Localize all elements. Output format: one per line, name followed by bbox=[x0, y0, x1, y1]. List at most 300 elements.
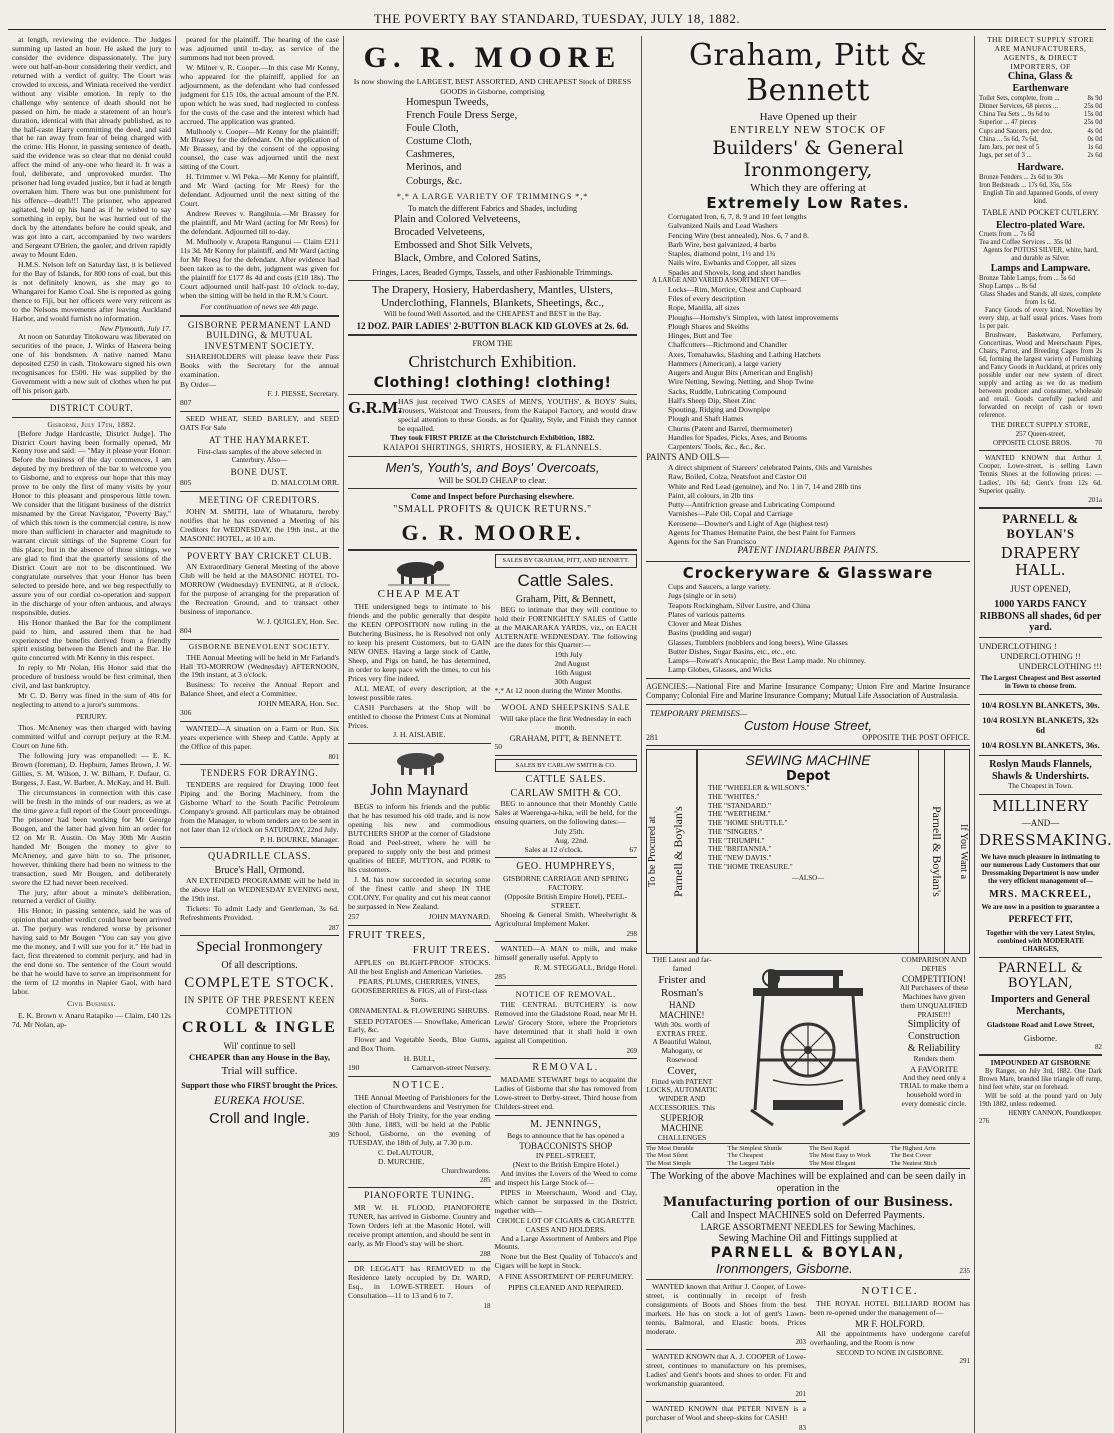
ad-sub: English Tin and Japanned Goods, of every kind. bbox=[982, 190, 1099, 206]
ad-signature: Churchwardens. bbox=[441, 1165, 491, 1175]
price-label: China ... 5s 6d, 7s 6d, bbox=[979, 135, 1038, 143]
col4-bottom bbox=[646, 1283, 970, 1432]
ad-signature: THE DIRECT SUPPLY STORE, bbox=[990, 420, 1091, 430]
article-paragraph: Andrew Reeves v. Rangihuia.—Mr Brassey for the plaintiff, and Mr Ward (acting for Mr Rees) for the defendant. Adjourned till to-day. bbox=[180, 209, 339, 237]
article-paragraph: M. Mulhooly v. Arapeta Rangunui — Claim £211 11s 3d. Mr Kenny for plaintiff, and Mr Ward (acting for Mr Rees) for the defendant. After evidence had been taken as to the debt, judgment was given for the plaintiff for £177 8s 4d and costs (£10 18s). The Court adjourned until half-past 10 o'clock to-day, when the sitting will be held in the R.M.'s Court. bbox=[180, 236, 339, 300]
ad-sub: THE Latest and far-famed bbox=[652, 955, 712, 974]
feature-item: The Most Durable bbox=[646, 1144, 694, 1152]
ad-sub: With 30s. worth of EXTRAS FREE. bbox=[654, 1019, 710, 1038]
ad-sub: Tea and Coffee Services ... 35s 0d bbox=[979, 239, 1072, 247]
goods-item: Coburgs, &c. bbox=[406, 175, 463, 187]
ad-sub: First-class samples of the above selected in Canterbury. Also— bbox=[197, 447, 322, 465]
price-value: 25s 0d bbox=[1084, 103, 1102, 111]
ad-quadrille-class bbox=[180, 851, 339, 932]
ad-heading: A FAVORITE bbox=[909, 1063, 959, 1074]
stock-item: Hall's Sheep Dip, Sheet Zinc bbox=[668, 395, 756, 405]
stock-item: Axes, Tomahawks, Slashing and Lathing Hatchets bbox=[668, 349, 821, 359]
ad-sub: Bruce's Hall, Ormond. bbox=[214, 865, 305, 877]
ad-heading: Men's, Youth's, and Boys' Overcoats, bbox=[385, 459, 600, 475]
vertical-line: If You Want a bbox=[958, 824, 969, 880]
stock-item: Lamps—Rowatt's Anucapnic, the Best Lamp made. No chimney. bbox=[668, 656, 866, 666]
ad-sub: Cruets from ... 7s 6d bbox=[979, 231, 1035, 239]
ad-number: 298 bbox=[626, 929, 637, 938]
article-paragraph: At noon on Saturday Titokowaru was liberated on securities of the peace, J. Winks of Hawera being one of his bondsmen. A native named Manu deposited £250 in cash. Titokowaru signed his own recognisances for £500. He was supplied by the Government with a new suit of clothes when he put off his prison garb. bbox=[12, 332, 171, 396]
stock-item: Galvanized Nails and Lead Washers bbox=[668, 221, 778, 231]
price-value: 25s 0d bbox=[1084, 119, 1102, 127]
ad-body: Fancy Goods of every kind. Novelties by every ship, at half usual prices. Vases from 1s per pair. bbox=[979, 307, 1102, 331]
article-paragraph: Mulhooly v. Cooper—Mr Kenny for the plaintiff; Mr Brassey for the defendant. On the application of Mr Brassey, and by the consent of the opposing counsel, the case was adjourned until the next sitting of the Court. bbox=[180, 126, 339, 172]
divider bbox=[979, 794, 1102, 795]
ad-heading: CHEAP MEAT bbox=[377, 588, 461, 601]
ad-sub: IN PEEL-STREET, bbox=[535, 1150, 596, 1160]
date-list bbox=[495, 828, 638, 846]
ad-heading: MRS. MACKREEL, bbox=[989, 888, 1092, 900]
divider bbox=[979, 755, 1102, 756]
article-paragraph: The following jury was empanelled: — E. K. Brown (foreman), D. Hepburn, James Brown, J. W. Gillies, S. M. Wilson, J. W. Bilham, F. Dufaur, G. Burgess, J. East, W. Barber, A. McKay, and H. Bull. bbox=[12, 751, 171, 788]
divider bbox=[348, 456, 637, 457]
divider bbox=[495, 941, 638, 942]
ad-number: 190 bbox=[348, 1063, 360, 1073]
ad-sub: UNDERCLOTHING ! bbox=[979, 641, 1057, 652]
ad-sub: Trial will suffice. bbox=[221, 1064, 298, 1077]
ad-sub: A LARGE AND VARIED ASSORTMENT OF— bbox=[652, 276, 787, 284]
article-paragraph: The jury, after about a minute's deliberation, returned a verdict of Guilty. bbox=[12, 887, 171, 906]
stock-item: Handles for Spades, Picks, Axes, and Brooms bbox=[668, 432, 807, 442]
ad-order: By Order— bbox=[180, 380, 217, 390]
ad-number: 70 bbox=[1095, 438, 1102, 447]
stock-item: Glasses, Tumblers (nobblers and long beers), Wine Glasses bbox=[668, 637, 848, 647]
date-item: July 25th. bbox=[554, 826, 585, 836]
divider bbox=[180, 491, 339, 492]
ad-heading: China, Glass & Earthenware bbox=[1007, 71, 1074, 95]
stock-item: Barb Wire, best galvanized, 4 barbs bbox=[668, 239, 777, 249]
dateline: New Plymouth, July 17. bbox=[99, 323, 171, 333]
blanket-price: 10/4 ROSLYN BLANKETS, 32s 6d bbox=[982, 714, 1099, 735]
ad-sub: (Opposite British Empire Hotel), PEEL-STREET. bbox=[504, 892, 628, 911]
divider bbox=[646, 561, 970, 562]
ad-sub: UNDERCLOTHING !! bbox=[1000, 651, 1081, 662]
ad-heading: Clothing! clothing! clothing! bbox=[373, 374, 612, 391]
goods-item: Costume Cloth, bbox=[406, 136, 472, 148]
ad-heading: HAND MACHINE! bbox=[659, 999, 705, 1021]
ad-sub: Agents for POTOSI SILVER, white, hard, and durable as Silver. bbox=[983, 247, 1098, 263]
ad-body: CASH Purchasers at the Shop will be entitled to choose the Primest Cuts at Nominal Prices. bbox=[348, 702, 491, 730]
ad-body: AN Extraordinary General Meeting of the above Club will be held at the MASONIC HOTEL TO-MORROW (Wednesday) EVENING, at 8 o'clock, for the purpose of arranging for the preparation of the Recreation Ground, and to transact other business of importance. bbox=[180, 562, 339, 616]
divider bbox=[348, 394, 637, 395]
price-label: Jam Jars, per nest of 5 bbox=[979, 143, 1040, 151]
divider bbox=[495, 985, 638, 986]
ad-sub: To match the different Fabrics and Shades, including bbox=[407, 203, 578, 213]
stock-item: Corrugated Iron, 6, 7, 8, 9 and 10 feet lengths bbox=[668, 212, 807, 222]
ad-heading: Croll and Ingle. bbox=[209, 1110, 310, 1128]
stock-item: Agents for the San Francisco bbox=[668, 537, 757, 547]
ad-heading: Lamps and Lampware. bbox=[990, 263, 1091, 275]
ad-body: Business: To receive the Annual Report and Balance Sheet, and elect a Committee. bbox=[180, 680, 339, 699]
ad-sub: 1000 YARDS FANCY RIBBONS all shades, 6d per yard. bbox=[979, 598, 1102, 634]
item-list bbox=[646, 285, 970, 452]
vertical-line: To be Procured at bbox=[647, 816, 658, 888]
ad-sub: *,* A LARGE VARIETY OF TRIMMINGS *,* bbox=[396, 190, 589, 201]
ad-heading: SUPERIOR MACHINE bbox=[660, 1112, 704, 1134]
ad-number: 276 bbox=[979, 1117, 990, 1125]
goods-list bbox=[348, 96, 637, 188]
ad-gr-moore bbox=[348, 40, 637, 546]
ad-heading: REMOVAL. bbox=[532, 1061, 600, 1073]
ad-heading: IMPOUNDED AT GISBORNE bbox=[990, 1057, 1091, 1067]
ad-heading: PIANOFORTE TUNING. bbox=[364, 1190, 475, 1201]
blanket-price: 10/4 ROSLYN BLANKETS, 36s. bbox=[981, 739, 1100, 750]
ad-heading: Construction bbox=[908, 1031, 960, 1043]
price-row bbox=[979, 152, 1102, 160]
machine-item: THE "WHITES." bbox=[708, 791, 760, 801]
ad-sub: Sewing Machine Oil and Fittings supplied at bbox=[718, 1232, 898, 1244]
article-paragraph: His Honor, in passing sentence, said he was of opinion that another verdict could have been arrived at. The perjury was rendered worse by prisoner having said to Mr Bougen "You can say you give me the money, and I will sue you for it." He had in fact, first threatened to commit perjury, and had in the end done so. The sentence of the Court would be that he would have to serve an imprisonment for the term of 12 months in Napier Gaol, with hard labor. bbox=[12, 906, 171, 997]
ad-body: TENDERS are required for Draying 1000 feet Piping and the Boring Machinery, from the Gisborne Wharf to the South Pacific Petroleum Company's ground. All particulars may be obtained from the Manager, to whom tenders are to be sent in not later than 12 o'clock on SATURDAY, 22nd July. bbox=[180, 779, 339, 834]
ad-sub: We are now in a position to guarantee a bbox=[981, 903, 1100, 912]
stock-item: Fencing Wire (best annealed), Nos. 6, 7 and 8. bbox=[668, 230, 809, 240]
ad-heading: COMPETITION! bbox=[902, 973, 966, 984]
article-paragraph: [Before Judge Hardcastle, District Judge]. The District Court having been formally opened, Mr Kenny rose and said: — "May it please your Honor: Before the business of the day commences, I am deputed by my brethren of the bar to welcome you to Gisborne, and to express our hope that this may prove to be only the first of many visits by your Honor to this pleasant and prosperous little town. We consider that the litigant business of the district misnamed by the Great Navigator, "Poverty Bay," of which this town is the commercial centre, is now more than sufficient in character and magnitude to warrant circuit sittings of the Supreme Court for this place; but in the absence of those sittings, we are glad to find that the quarterly sessions of the District Court are not to be discontinued. We congratulate ourselves that your Honor has been selected to preside here, and we beg respectfully to assure you of our cordial co-operation and support in the discharge of your often arduous, and always responsible, duties. bbox=[12, 428, 171, 617]
stock-item: Hammers (American), a large variety bbox=[668, 358, 782, 368]
divider bbox=[348, 334, 637, 336]
machine-item: THE "BRITANNIA." bbox=[708, 844, 772, 854]
stock-item: Ploughs—Hornsby's Simplex, with latest improvements bbox=[668, 312, 839, 322]
ad-address: Carnarvon-street Nursery. bbox=[411, 1063, 491, 1073]
divider bbox=[12, 399, 171, 400]
ad-heading: THE DIRECT SUPPLY STORE ARE MANUFACTURERS, AGENTS, & DIRECT IMPORTERS, OF bbox=[987, 35, 1094, 71]
ad-sub: Call and Inspect MACHINES sold on Deferred Payments. bbox=[691, 1210, 925, 1222]
date-item: 19th July bbox=[554, 650, 583, 660]
ad-number: 805 bbox=[180, 478, 192, 488]
ad-body: WANTED KNOWN that PETER NIVEN is a purchaser of Wool and sheep-skins for CASH! bbox=[646, 1404, 806, 1423]
ad-heading: FRUIT TREES, bbox=[348, 928, 426, 941]
column-1-news bbox=[8, 36, 176, 1433]
ad-heading: EUREKA HOUSE. bbox=[213, 1093, 306, 1108]
divider bbox=[979, 694, 1102, 695]
sewing-left bbox=[646, 956, 718, 1142]
continuation-note: For continuation of news see 4th page. bbox=[200, 301, 319, 311]
divider bbox=[348, 925, 491, 926]
ad-body: SEED POTATOES — Snowflake, American Early, &c. bbox=[348, 1016, 491, 1035]
ad-address: OPPOSITE CLOSE BROS. bbox=[993, 438, 1072, 447]
feature-item: The Best Rapid bbox=[809, 1144, 850, 1152]
goods-item: Homespun Tweeds, bbox=[406, 96, 489, 108]
ad-number: 257 bbox=[348, 911, 360, 921]
ad-sub: Of all descriptions. bbox=[221, 959, 298, 971]
divider bbox=[646, 1401, 806, 1402]
ad-sub: The Cheapest in Town. bbox=[1008, 782, 1073, 791]
stock-item: Locks—Rim, Mortice, Chest and Cupboard bbox=[668, 284, 801, 294]
ad-tenders-draying bbox=[180, 768, 339, 844]
ad-signature: D. MALCOLM ORR. bbox=[271, 478, 339, 488]
sewing-inner bbox=[697, 750, 919, 953]
ad-sub: 12 DOZ. PAIR LADIES' 2-BUTTON BLACK KID GLOVES at 2s. 6d. bbox=[356, 320, 629, 331]
article-paragraph: at length, reviewing the evidence. The Judges summing up lasted an hour. He asked the jury to consider the evidence dispassionately. The jury were out half-an-hour considering their verdict, and returned with a verdict of guilty. The Court was crowded to excess, and Winiata received the verdict without any visible emotion. In reply to the challenge why sentence of death should not be passed on him, he made a statement of an hour's duration, identical with that already published, as to the half-caste Harry committing the deed, and said that he ran away from fear of being charged with the crime. His Honor, in passing sentence of death, said the evidence was so clear that no denial could affect the mind of any-one who heard it. It was a foul, deliberate, and unprovoked murder. The prisoner had long evaded justice, but it had at length overtaken him. There was but one punishment for his offence—death!!! The prisoner, who appeared agitated, held up his hand as if he wished to say something in reply, but he was hurried out of the dock by the attendants before he could speak, and was got into a cart, accompanied by two warders and Sergeant O'Brien, the gaoler, and driven rapidly away to Mount Eden. bbox=[12, 35, 172, 259]
ad-body: SEED WHEAT, SEED BARLEY, and SEED OATS For Sale bbox=[180, 414, 339, 432]
price-row bbox=[979, 144, 1102, 152]
ad-sub: Renders them bbox=[913, 1053, 955, 1063]
stock-item: Varnishes—Pale Oil, Copal and Carriage bbox=[668, 509, 793, 519]
ad-number: 82 bbox=[1095, 1042, 1102, 1051]
ad-heading: FRUIT TREES. bbox=[412, 943, 491, 956]
stock-item: Cups and Saucers, a large variety. bbox=[668, 582, 771, 592]
ad-sub: Glass Shades and Stands, all sizes, complete from 1s 6d. bbox=[980, 291, 1101, 307]
ad-heading: Extremely Low Rates. bbox=[706, 193, 910, 212]
divider bbox=[495, 1115, 638, 1116]
divider bbox=[495, 1058, 638, 1059]
section-heading: DISTRICT COURT. bbox=[49, 403, 134, 414]
machine-item: THE "TRIUMPH." bbox=[708, 835, 765, 845]
ad-body: MR W. H. FLOOD, PIANOFORTE TUNER, has arrived in Gisborne. Country and Town Orders left at the Masonic Hotel, will receive prompt attention, and should be sent in early, as Mr Flood's stay will be short. bbox=[348, 1202, 491, 1248]
ad-building-society bbox=[180, 320, 339, 408]
ad-heading: QUADRILLE CLASS. bbox=[208, 851, 311, 863]
ad-heading: Cover, bbox=[667, 1064, 697, 1077]
divider bbox=[180, 547, 339, 548]
ad-cricket-club bbox=[180, 551, 339, 636]
ad-signature: P. H. BOURKE, Manager. bbox=[260, 834, 339, 844]
ad-heading: Special Ironmongery bbox=[196, 939, 323, 956]
ad-number: 309 bbox=[328, 1131, 339, 1140]
ad-sub: Will be found Well Assorted, and the CHEAPEST and BEST in the Bay. bbox=[383, 308, 602, 318]
price-row bbox=[979, 103, 1102, 111]
stock-item: Agents for Thames Hematite Paint, the best Paint for Farmers bbox=[668, 527, 856, 537]
article-paragraph: W. Milner v. R. Cooper.—In this case Mr Kenny, who appeared for the plaintiff, applied for an adjournment, as the defendant who had confessed judgment for £15 10s, the actual amount of the P.N. upon which he was sued, had neglected to confess for the costs of the case and the interest which had accrued. The application was granted. bbox=[180, 62, 339, 126]
ad-sub: The Largest Cheapest and Best assorted in Town to choose from. bbox=[980, 674, 1101, 691]
ad-number: 269 bbox=[626, 1046, 637, 1055]
machine-item: THE "SINGERS." bbox=[708, 826, 763, 836]
feature-item: The Neatest Stich bbox=[890, 1159, 937, 1167]
price-label: Dinner Services, 68 pieces ... bbox=[979, 103, 1059, 111]
ad-wanted-situation bbox=[180, 725, 339, 761]
ad-heading: DRESSMAKING. bbox=[979, 830, 1113, 849]
divider bbox=[180, 764, 339, 765]
stock-item: Paint, all colours, in 2lb tins bbox=[668, 490, 754, 500]
ad-sub: Wil' continue to sell bbox=[223, 1041, 296, 1052]
ad-heading: Crockeryware & Glassware bbox=[682, 563, 934, 582]
ad-graham-pitt-bennett bbox=[646, 38, 970, 742]
divider bbox=[495, 755, 638, 756]
ad-sub: CHOICE LOT OF CIGARS & CIGARETTE CASES AND HOLDERS. bbox=[496, 1215, 635, 1234]
ad-sub: Bronze Table Lamps, from ... 5s 6d bbox=[979, 275, 1076, 283]
ad-sub: SECOND TO NONE IN GISBORNE. bbox=[836, 1348, 944, 1357]
ad-number: 801 bbox=[328, 753, 339, 761]
stock-item: Churns (Patent and Barrel, thermometer) bbox=[668, 423, 793, 433]
ad-body: HAS just received TWO CASES of MEN'S, YOUTHS', & BOYS' Suits, Trousers, Waistcoat and Trousers, from the Kaiapoi Factory, and would draw special attention to these Goods, as for Quality, Style, and Finish they cannot be equalled. bbox=[398, 397, 637, 434]
ad-heading: Electro-plated Ware. bbox=[996, 219, 1085, 231]
ad-body: None but the Best Quality of Tobacco's and Cigars will be kept in Stock. bbox=[494, 1252, 637, 1271]
ad-heading: GEO. HUMPHREYS, bbox=[516, 861, 616, 873]
ad-number: 804 bbox=[180, 625, 192, 635]
column-5-ads bbox=[975, 35, 1113, 1433]
ad-sub: KAIAPOI SHIRTINGS, SHIRTS, HOSIERY, & FLANNELS. bbox=[383, 443, 602, 453]
ad-heading: WOOL AND SHEEPSKINS SALE bbox=[501, 703, 631, 713]
ad-heading: COMPLETE STOCK. bbox=[184, 974, 335, 991]
price-label: China Tea Sets ... 9s 6d to bbox=[979, 111, 1050, 119]
ad-sub: PIPES CLEANED AND REPAIRED. bbox=[508, 1283, 624, 1293]
ad-signature: JOHN MEARA, Hon. Sec. bbox=[257, 699, 339, 709]
vertical-text-left bbox=[647, 750, 671, 953]
ad-heading: PARNELL & BOYLAN'S bbox=[1002, 512, 1079, 542]
ad-sub: —AND— bbox=[1021, 818, 1060, 829]
stock-item: A direct shipment of Stareers' celebrated Paints, Oils and Varnishes bbox=[668, 463, 873, 473]
stock-item: Putty—Antifriction grease and Lubricating Compound bbox=[668, 500, 835, 510]
ad-banner: SALES BY GRAHAM, PITT, AND BENNETT. bbox=[495, 554, 638, 568]
ad-body: BEGS to inform his friends and the public that he has resumed his old trade, and is now opening his new and commodious BUTCHERS SHOP at the corner of Gladstone Road and Peel-street, where he will be prepared to supply only the best and primest qualities of BEEF, MUTTON, and PORK to his customers. bbox=[348, 802, 491, 875]
ad-sub: PAINTS AND OILS— bbox=[646, 452, 730, 463]
ad-direct-supply bbox=[979, 36, 1102, 447]
divider bbox=[979, 957, 1102, 958]
price-value: 0s 0d bbox=[1087, 135, 1102, 143]
ad-body: WANTED KNOWN that Arthur J. Cooper, Lowe-street, is selling Lawn Tennis Shoes at the following prices: — Ladies', 10s 6d; Gent's from 12s 6d. Superior quality. bbox=[979, 453, 1102, 495]
price-label: Jugs, per set of 3 ... bbox=[979, 152, 1032, 160]
ad-sub: ENTIRELY NEW STOCK OF bbox=[729, 123, 887, 136]
ad-body: BEG to announce that their Monthly Cattle Sales at Waerenga-a-hika, will be held, for the ensuing quarters, on the following dates:— bbox=[494, 798, 637, 826]
stock-item: Spades and Shovels, long and short handles bbox=[668, 267, 801, 277]
ad-number: 18 bbox=[483, 1301, 491, 1310]
ad-sewing-machine bbox=[646, 749, 970, 954]
ad-sub: And they need only a TRIAL to make them a household word in every domestic circle. bbox=[899, 1072, 969, 1108]
divider bbox=[348, 488, 637, 489]
divider bbox=[979, 1054, 1102, 1056]
stock-item: Clover and Meat Dishes bbox=[668, 619, 742, 629]
ad-heading: NOTICE OF REMOVAL. bbox=[515, 988, 616, 999]
columns bbox=[8, 35, 1113, 1433]
ad-body: SHAREHOLDERS will please leave their Pass Books with the Secretary for the annual examination. bbox=[180, 352, 339, 380]
ad-heading: DRAPERY HALL. bbox=[1000, 543, 1081, 580]
ad-sub: TEMPORARY PREMISES— bbox=[650, 707, 748, 718]
ad-address: Gladstone Road and Lowe Street, bbox=[986, 1019, 1095, 1029]
col3-split bbox=[348, 554, 637, 1310]
ad-number: 203 bbox=[795, 1338, 806, 1347]
ad-heading: M. JENNINGS, bbox=[530, 1118, 602, 1130]
ad-signature: C. DeLAUTOUR, bbox=[378, 1147, 434, 1157]
ad-sub: JUST OPENED, bbox=[1010, 584, 1071, 595]
stock-item: Kerosene—Downer's and Light of Age (highest test) bbox=[668, 518, 828, 528]
ad-body: WANTED KNOWN that A. J. COOPER of Lowe-street, continues to manufacture on his premises, Ladies' and Gent's boots and shoes to order. Fit and workmanship guaranteed. bbox=[646, 1352, 806, 1389]
price-row bbox=[979, 119, 1102, 127]
article-paragraph: E. K. Brown v. Anaru Ratapiko — Claim, £40 12s 7d. Mr Nolan, ap- bbox=[12, 1010, 171, 1029]
ad-heading: Rosman's bbox=[660, 986, 704, 999]
ad-sub: Come and Inspect before Purchasing elsewhere. bbox=[410, 491, 575, 501]
ad-body: AGENCIES:—National Fire and Marine Insurance Company; Union Fire and Marine Insurance Company; Colonial Fire and Marine Insurance Company; Mutual Life Association of Australasia. bbox=[646, 681, 970, 701]
subheading: Civil Business. bbox=[67, 998, 116, 1008]
ad-sub: LARGE ASSORTMENT NEEDLES for Sewing Machines. bbox=[700, 1222, 916, 1233]
vertical-text-left bbox=[671, 750, 697, 953]
col4-bottom-right bbox=[810, 1283, 970, 1432]
ad-sub: Fitted with PATENT LOCKS, AUTOMATIC WINDER AND ACCESSORIES. This bbox=[646, 1076, 718, 1112]
stock-item: Wire Netting, Sewing, Netting, and Shop Twine bbox=[668, 377, 814, 387]
ad-number: 67 bbox=[629, 844, 637, 854]
feature-item: The Simplest Shuttle bbox=[727, 1144, 783, 1152]
sewing-machine-illustration bbox=[733, 960, 883, 1130]
ad-sub: The Working of the above Machines will be explained and can be seen daily in operation in the bbox=[650, 1171, 966, 1195]
col3-left bbox=[348, 554, 491, 1310]
stock-item: Staples, diamond point, 1½ and 1¾ bbox=[668, 249, 776, 259]
divider bbox=[348, 1076, 491, 1077]
ad-heading: POVERTY BAY CRICKET CLUB. bbox=[187, 550, 332, 561]
ad-sub: The Drapery, Hosiery, Haberdashery, Mantles, Ulsters, Underclothing, Flannels, Blankets, Sheetings, &c., bbox=[371, 284, 613, 309]
stock-item: Lamp Globes, Glasses, and Wicks bbox=[668, 665, 772, 675]
stock-item: White and Red Lead (genuine), and No. 1 in 7, 14 and 28lb tins bbox=[668, 481, 862, 491]
price-value: 15s 0d bbox=[1084, 111, 1102, 119]
ad-heading: AT THE HAYMARKET. bbox=[208, 434, 311, 445]
ad-number: 285 bbox=[480, 1175, 491, 1184]
ad-number: 306 bbox=[180, 708, 192, 718]
ad-sub: They took FIRST PRIZE at the Christchurch Exhibition, 1882. bbox=[390, 433, 595, 443]
ad-number: 83 bbox=[799, 1424, 806, 1433]
ad-number: 281 bbox=[646, 732, 658, 742]
ad-heading: Simplicity of bbox=[907, 1019, 961, 1031]
date-list bbox=[495, 651, 638, 687]
feature-item: The Most Easy to Work bbox=[809, 1152, 871, 1160]
ad-body: THE CENTRAL BUTCHERY is now Removed into the Gladstone Road, near Mr H. Lewis' Grocery Store, where the Proprietors have determined that it shall hold it own against all Competition. bbox=[494, 999, 637, 1045]
ad-sub: PATENT INDIARUBBER PAINTS. bbox=[737, 546, 879, 557]
goods-item: Merinos, and bbox=[406, 162, 462, 174]
price-row bbox=[979, 136, 1102, 144]
ad-body: ALL MEAT, of every description, at the lowest possible rates. bbox=[348, 683, 491, 702]
ad-sub: CHEAPER than any House in the Bay, bbox=[189, 1051, 330, 1062]
article-paragraph: Thos. McAneney was then charged with having committed wilful and corrupt perjury at the R.M. Court on June 6th. bbox=[12, 723, 171, 751]
ad-sub: We have much pleasure in intimating to our numerous Lady Customers that our Dressmaking Department is now under the very efficient management of— bbox=[980, 852, 1101, 886]
stock-item: Rope, Manilla, all sizes bbox=[668, 303, 740, 313]
ad-number: 201a bbox=[1088, 496, 1102, 505]
divider bbox=[348, 1187, 491, 1188]
ad-meeting-creditors bbox=[180, 495, 339, 543]
item-list bbox=[646, 463, 970, 546]
velvet-item: Brocaded Velveteens, bbox=[394, 227, 485, 239]
stock-item: Hinges, Butt and Tee bbox=[668, 331, 732, 341]
article-paragraph: H. Trimmer v. Wi Peka.—Mr Kenny for plaintiff, and Mr Ward (acting for Mr Rees) for the defendant. Adjourned until the next sitting of the Court. bbox=[180, 172, 339, 209]
divider bbox=[495, 857, 638, 858]
ad-heading: CATTLE SALES. bbox=[525, 774, 607, 786]
ad-heading: SEWING MACHINE bbox=[745, 752, 871, 769]
price-value: 8s 9d bbox=[1087, 94, 1102, 102]
stock-item: Raw, Boiled, Colza, Neatsfoot and Castor Oil bbox=[668, 472, 807, 482]
ad-signature: F. J. PIESSE, Secretary. bbox=[267, 389, 339, 399]
stock-item: Plough and Shaft Hames bbox=[668, 414, 744, 424]
ad-signature: D. MURCHIE, bbox=[378, 1156, 425, 1166]
ad-sub: —ALSO— bbox=[791, 873, 825, 882]
ad-body: And invites the Lovers of the Weed to come and inspect his Large Stock of— bbox=[494, 1168, 637, 1187]
ad-benevolent-society bbox=[180, 643, 339, 719]
stock-item: Nails wire, Ewbanks and Copper, all sizes bbox=[668, 258, 796, 268]
ad-address: Gisborne. bbox=[1023, 1032, 1058, 1043]
ad-croll-ingle bbox=[180, 939, 339, 1139]
ad-sub: PEARS, PLUMS, CHERRIES, VINES, GOOSEBERRIES & FIGS, all of First-class Sorts. bbox=[351, 976, 487, 1004]
ad-sub: (Next to the British Empire Hotel.) bbox=[512, 1159, 619, 1169]
ad-body: All the appointments have undergone careful overhauling, and the Room is now bbox=[810, 1328, 970, 1347]
divider bbox=[180, 411, 339, 412]
ad-body: THE undersigned begs to intimate to his friends and the public generally that despite the KEEN OPPOSITION now ruling in the Butchering Business, he is Resolved not only to keep his present Customers, but to GAIN NEW ONES. Having a large stock of Cattle, Sheep, and Pigs on hand, he has determined, in order to keep pace with the times, to cut his Prices very fine indeed. bbox=[348, 602, 491, 683]
ad-signature: H. BULL, bbox=[403, 1054, 435, 1064]
ad-sub: Which they are offering at bbox=[750, 181, 866, 194]
machine-item: THE "STANDARD." bbox=[708, 800, 771, 810]
ad-signature: R. M. STEGGALL, Bridge Hotel. bbox=[534, 963, 637, 973]
ad-intro: Is now showing the LARGEST, BEST ASSORTED, AND CHEAPEST Stock of DRESS GOODS in Gisborne, comprising bbox=[353, 77, 632, 96]
ad-sub: A Beautiful Walnut, Mahogany, or Rosewood bbox=[652, 1037, 712, 1064]
ad-title: Graham, Pitt & Bennett bbox=[688, 38, 928, 109]
blanket-price: 10/4 ROSLYN BLANKETS, 30s. bbox=[981, 699, 1100, 710]
ad-heading: Builders' & General Ironmongery, bbox=[712, 136, 904, 182]
ad-body: THE ROYAL HOTEL BILLIARD ROOM has been re-opened under the management of— bbox=[810, 1299, 970, 1318]
vertical-line: Parnell & Boylan's bbox=[930, 806, 944, 898]
column-2-news-ads bbox=[176, 36, 344, 1433]
ad-number: 50 bbox=[494, 741, 503, 751]
ad-signature: J. H. AISLABIE. bbox=[393, 730, 446, 740]
ad-heading: GISBORNE BENEVOLENT SOCIETY. bbox=[188, 641, 331, 651]
article-paragraph: peared for the plaintiff. The hearing of the case was adjourned until to-day, as service of the summons had not been proved. bbox=[180, 35, 339, 62]
ad-body: AN EXTENDED PROGRAMME will be held in the above Hall on WEDNESDAY EVENING next, the 19th inst. bbox=[180, 876, 339, 903]
